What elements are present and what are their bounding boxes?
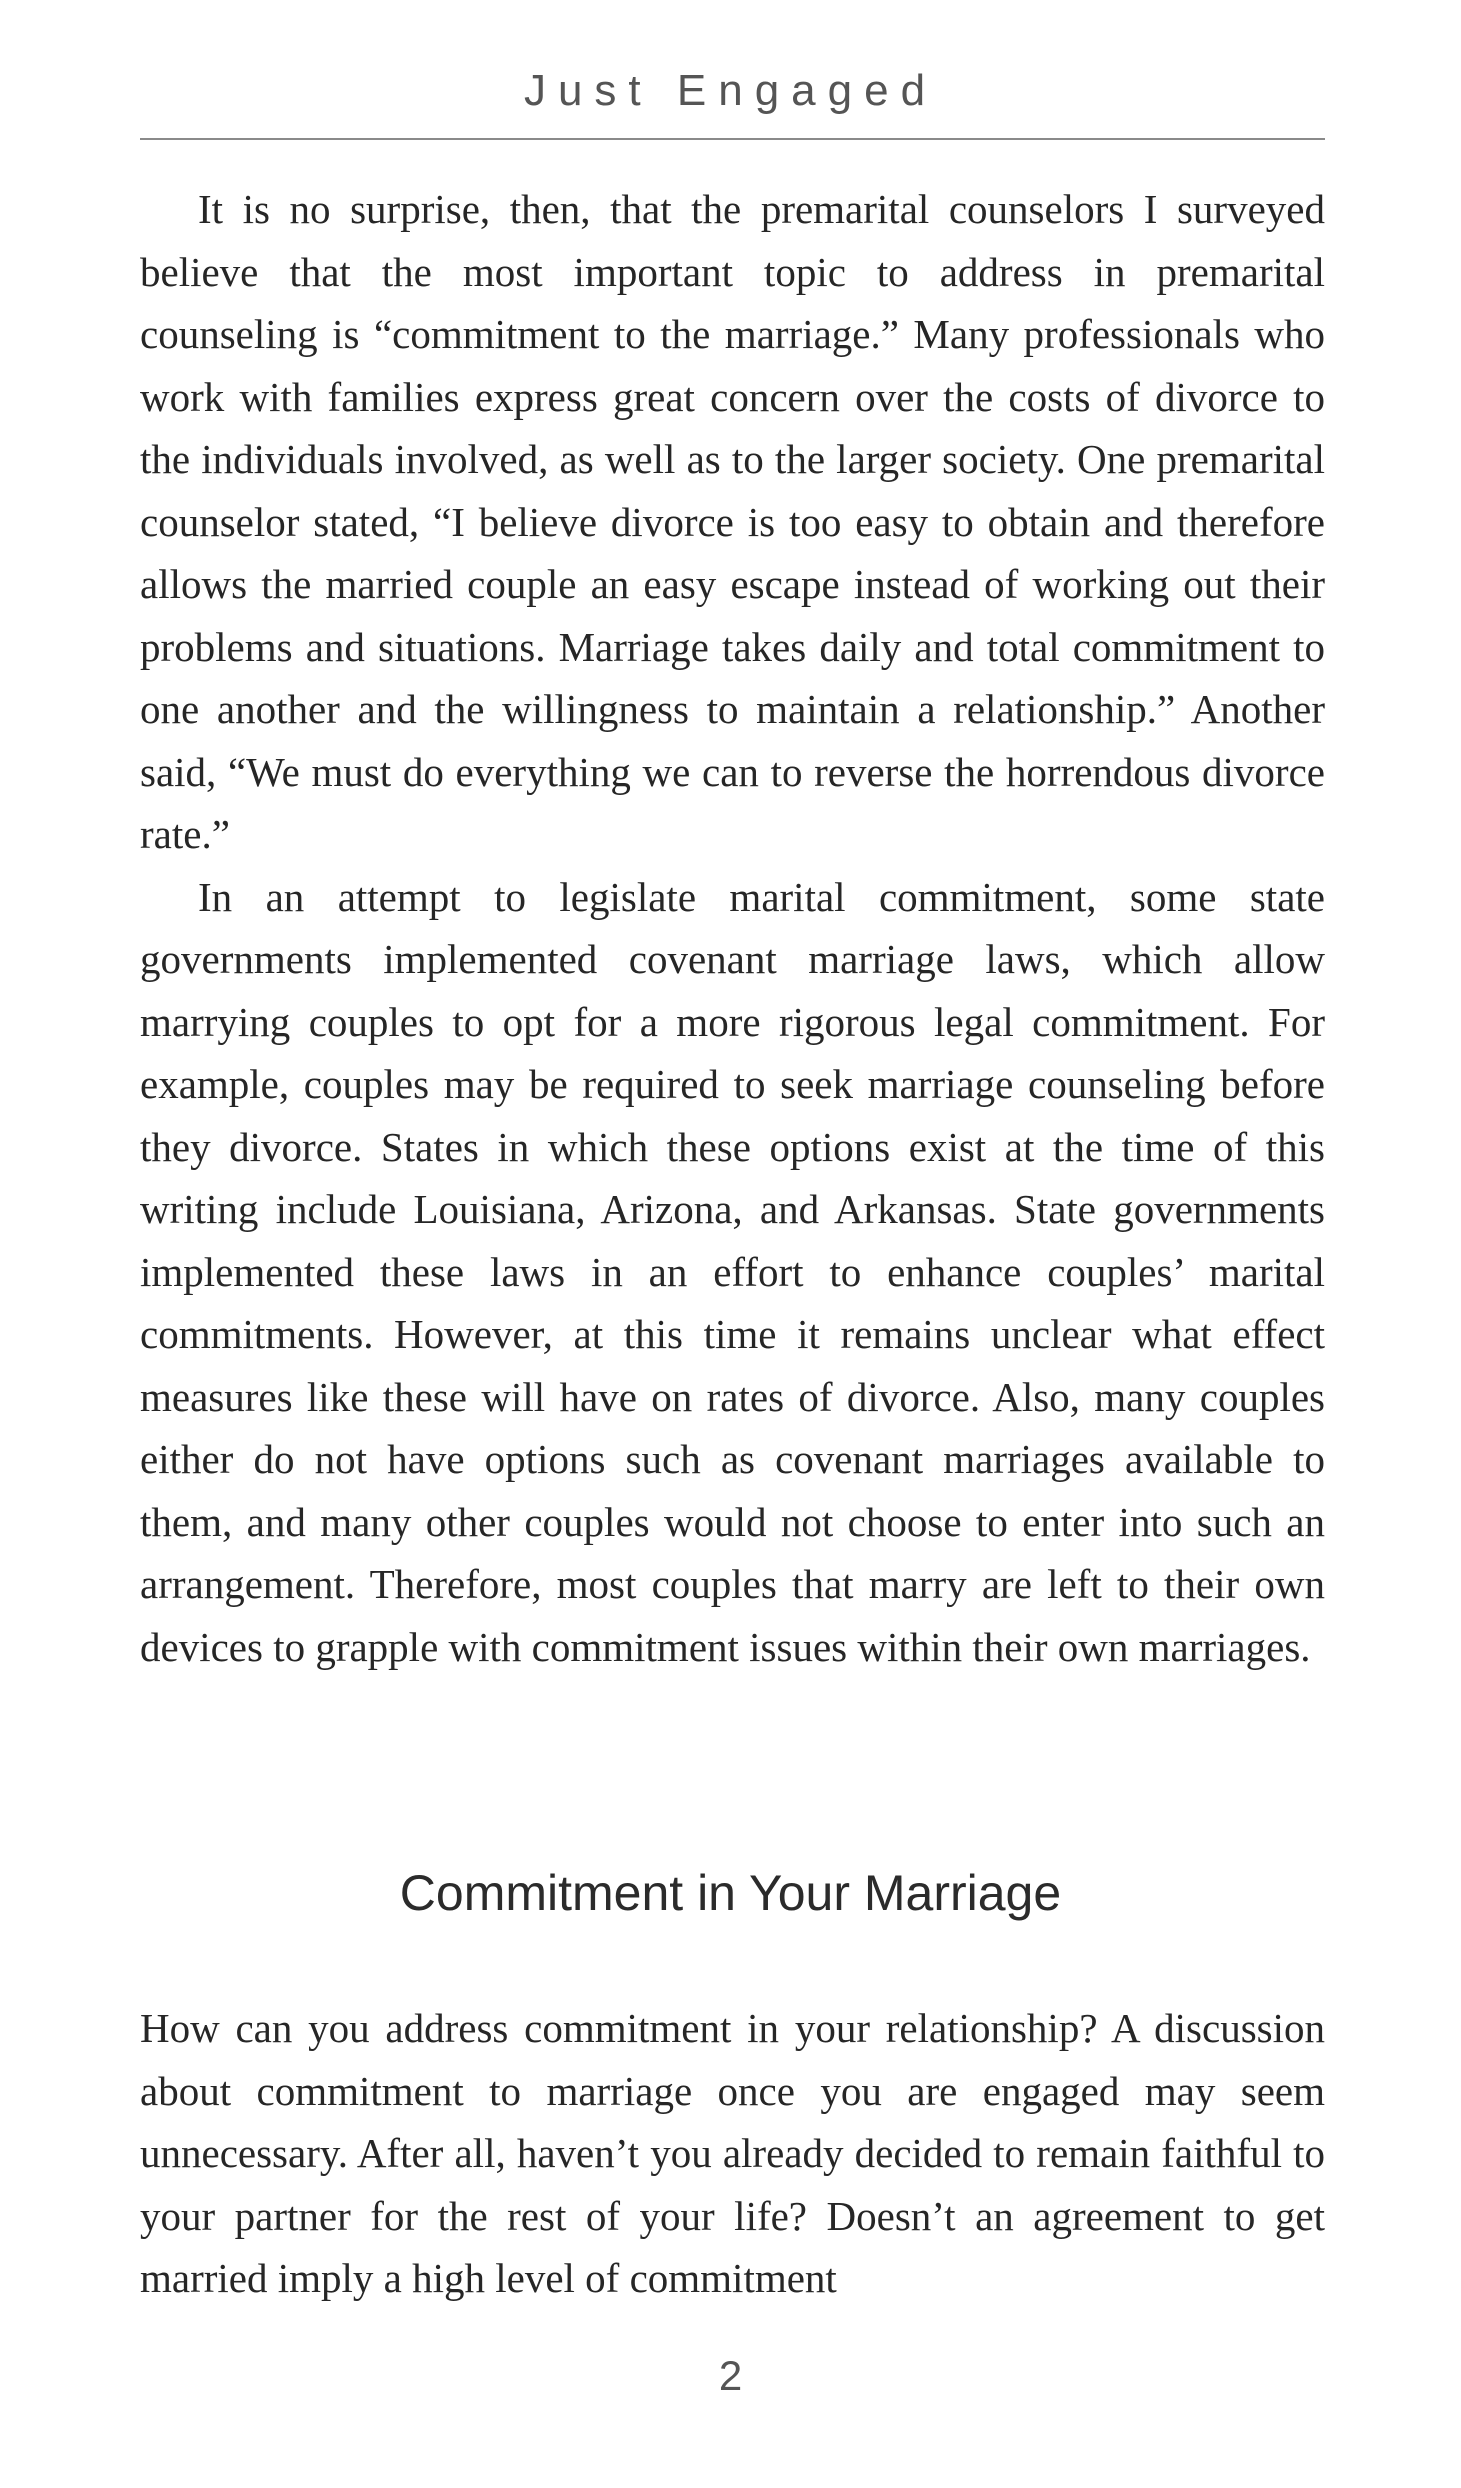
header-rule <box>140 138 1325 140</box>
section-paragraph: How can you address commitment in your relationship? A discussion about commitment to marriage once you are engaged may seem unnecessary. After all, haven’t you already decided to remain faithful to your partner for the rest of your life? Doesn’t an agreement to get married imply a high level of commitment <box>140 2005 1325 2301</box>
paragraph-2: In an attempt to legislate marital commitment, some state governments implemented covenant marriage laws, which allow marrying couples to opt for a more rigorous legal commitment. For example, couples may be required to seek marriage counseling before they divorce. States in which these options exist at the time of this writing include Louisiana, Arizona, and Arkansas. State governments implemented these laws in an effort to enhance couples’ marital commitments. However, at this time it remains unclear what effect measures like these will have on rates of divorce. Also, many couples either do not have options such as covenant marriages available to them, and many other couples would not choose to enter into such an arrangement. Therefore, most couples that marry are left to their own devices to grapple with commitment issues within their own marriages. <box>140 873 1325 1670</box>
body-text-top <box>140 178 1325 1678</box>
paragraph-1: It is no surprise, then, that the premarital counselors I surveyed believe that the most important topic to address in premarital counseling is “commitment to the marriage.” Many professionals who work with families express great concern over the costs of divorce to the individuals involved, as well as to the larger society. One premarital counselor stated, “I believe divorce is too easy to obtain and therefore allows the married couple an easy escape instead of working out their problems and situations. Marriage takes daily and total commitment to one another and the willingness to maintain a relationship.” Another said, “We must do everything we can to reverse the horrendous divorce rate.” <box>140 186 1325 857</box>
page-number: 2 <box>718 2352 743 2399</box>
running-head: Just Engaged <box>523 66 938 115</box>
body-text-bottom <box>140 1997 1325 2310</box>
section-heading: Commitment in Your Marriage <box>399 1865 1062 1921</box>
